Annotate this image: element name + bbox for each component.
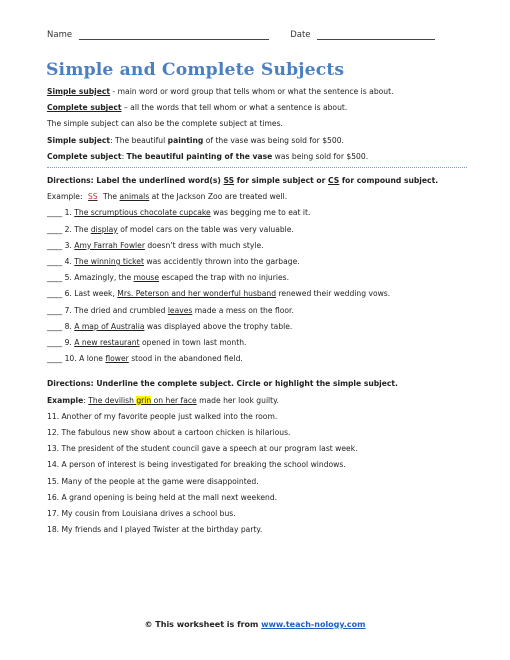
example-answer: SS <box>87 192 98 202</box>
section1-example: Example: SS The animals at the Jackson Zoo are treated well. <box>47 192 288 202</box>
list-item: ____ 4. The winning ticket was accidently thrown into the garbage. <box>47 257 300 267</box>
simple-definition: Simple subject - main word or word group that tells whom or what the sentence is about. <box>47 87 394 96</box>
complete-definition: Complete subject – all the words that tell whom or what a sentence is about. <box>47 103 348 113</box>
footer-link[interactable]: www.teach-nology.com <box>261 620 366 629</box>
list-item: ____ 9. A new restaurant opened in town last month. <box>47 338 247 348</box>
definition-note: The simple subject can also be the complete subject at times. <box>47 119 283 129</box>
list-item: ____ 6. Last week, Mrs. Peterson and her wonderful husband renewed their wedding vows. <box>47 289 391 299</box>
footer: © This worksheet is from www.teach-nology.com <box>144 620 366 629</box>
date-line <box>317 30 435 40</box>
list-item: 15. Many of the people at the game were disappointed. <box>47 476 259 486</box>
section2-example: Example: The devilish grin on her face made her look guilty. <box>47 395 279 405</box>
list-item: ____ 10. A lone flower stood in the abandoned field. <box>47 354 243 364</box>
section2-directions: Directions: Underline the complete subject. Circle or highlight the simple subject. <box>47 379 398 389</box>
complete-example: Complete subject: The beautiful painting of the vase was being sold for $500. <box>47 151 369 161</box>
list-item: ____ 1. The scrumptious chocolate cupcake was begging me to eat it. <box>47 208 311 218</box>
list-item: 14. A person of interest is being investigated for breaking the school windows. <box>47 460 346 470</box>
list-item: 13. The president of the student council gave a speech at our program last week. <box>47 444 358 454</box>
page-title: Simple and Complete Subjects <box>46 60 345 80</box>
list-item: ____ 7. The dried and crumbled leaves made a mess on the floor. <box>47 305 294 315</box>
list-item: 18. My friends and I played Twister at the birthday party. <box>47 525 263 535</box>
worksheet-content <box>47 84 477 538</box>
section-divider <box>47 167 467 168</box>
name-date-row <box>47 30 467 40</box>
list-item: ____ 5. Amazingly, the mouse escaped the trap with no injuries. <box>47 273 290 283</box>
list-item: 11. Another of my favorite people just walked into the room. <box>47 411 278 421</box>
list-item: ____ 2. The display of model cars on the table was very valuable. <box>47 224 294 234</box>
list-item: ____ 3. Amy Farrah Fowler doesn’t dress with much style. <box>47 240 264 250</box>
list-item: 12. The fabulous new show about a cartoon chicken is hilarious. <box>47 428 291 438</box>
name-label: Name <box>47 30 73 40</box>
name-line <box>79 30 269 40</box>
section1-directions: Directions: Label the underlined word(s) SS for simple subject or CS for compound subject. <box>47 176 439 186</box>
list-item: ____ 8. A map of Australia was displayed above the trophy table. <box>47 321 293 331</box>
list-item: 17. My cousin from Louisiana drives a school bus. <box>47 509 236 519</box>
date-label: Date <box>290 30 311 40</box>
simple-example: Simple subject: The beautiful painting of the vase was being sold for $500. <box>47 135 344 145</box>
highlighted-word: grin <box>136 395 152 405</box>
list-item: 16. A grand opening is being held at the mall next weekend. <box>47 492 278 502</box>
